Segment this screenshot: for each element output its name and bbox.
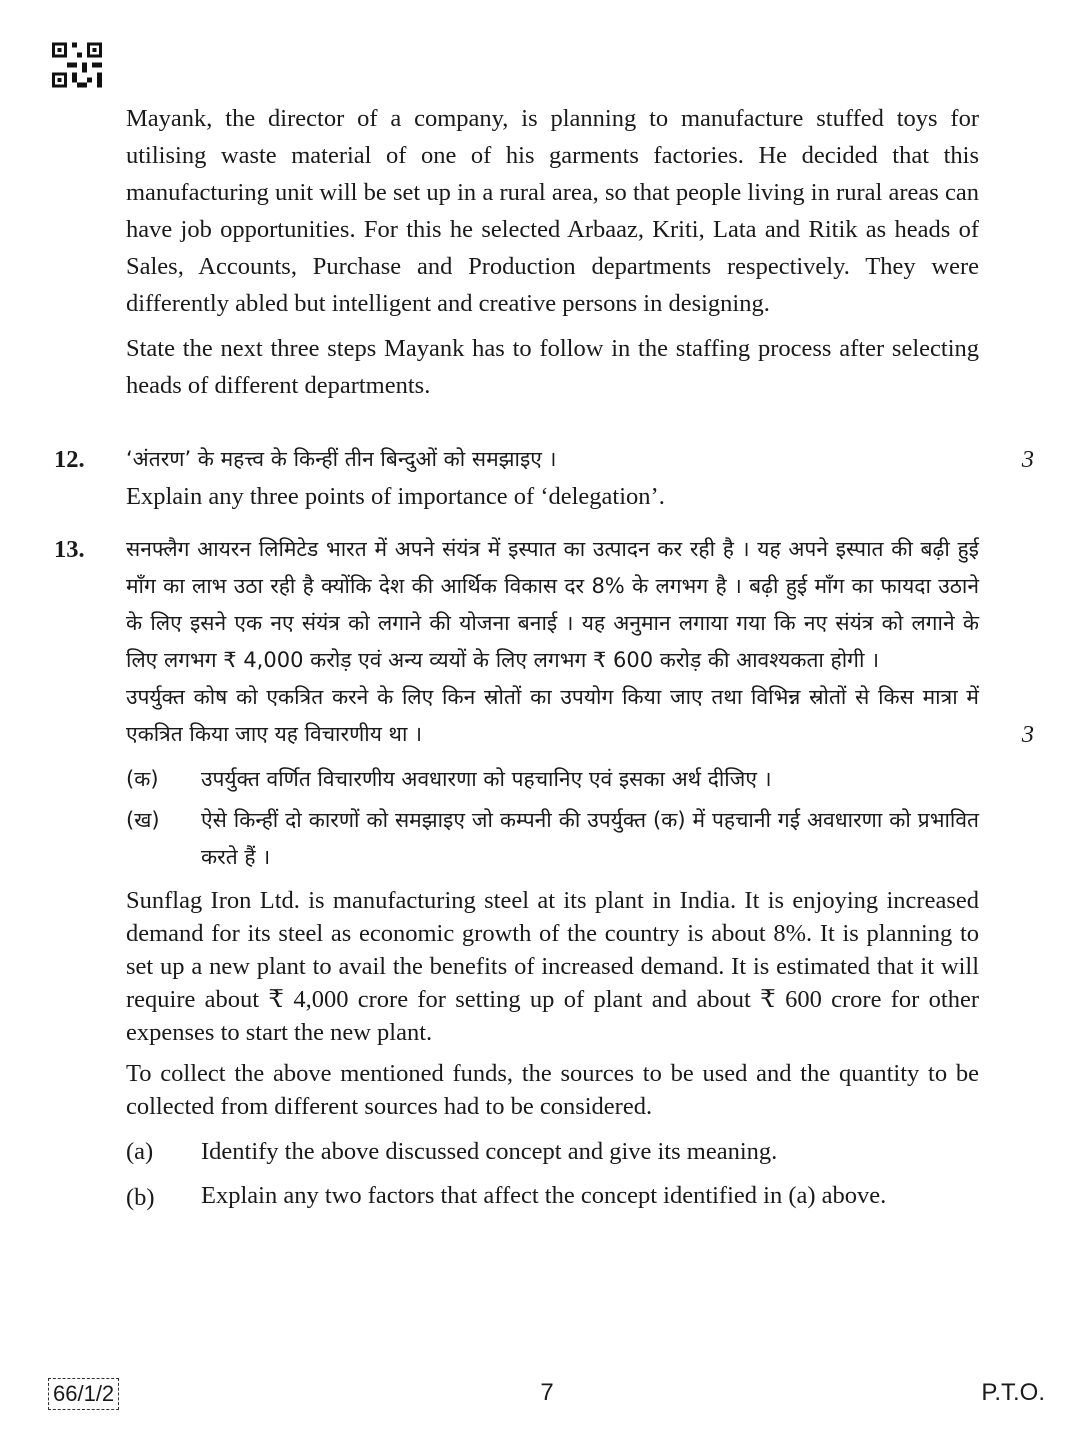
part-label: (a) <box>126 1138 154 1165</box>
question-content <box>54 100 1034 1212</box>
part-text: Identify the above discussed concept and give its meaning. <box>201 1138 778 1165</box>
question-13 <box>54 531 1034 1212</box>
part-label: (क) <box>126 767 159 791</box>
q13-hindi-part-b <box>126 802 979 876</box>
q11-case-paragraph: Mayank, the director of a company, is planning to manufacture stuffed toys for utilising waste material of one of his garments factories. He decided that this manufacturing unit will be set up in a rural area, so that people living in rural areas can have job opportunities. For this he selected Arbaaz, Kriti, Lata and Ritik as heads of Sales, Accounts, Purchase and Production departments respectively. They were differently abled but intelligent and creative persons in designing. <box>126 105 979 317</box>
part-label: (b) <box>126 1184 155 1211</box>
marks-label: 3 <box>1021 721 1034 748</box>
question-12 <box>54 441 1034 515</box>
part-text: ऐसे किन्हीं दो कारणों को समझाइए जो कम्पनी की उपर्युक्त (क) में पहचानी गई अवधारणा को प्रभावित करते हैं । <box>201 808 979 869</box>
q13-english-case: Sunflag Iron Ltd. is manufacturing steel at its plant in India. It is enjoying increased demand for its steel as economic growth of the country is about 8%. It is planning to set up a new plant to avail the benefits of increased demand. It is estimated that it will require about ₹ 4,000 crore for setting up of plant and about ₹ 600 crore for other expenses to start the new plant. <box>126 887 979 1046</box>
qr-code-icon <box>52 42 102 88</box>
please-turn-over-label: P.T.O. <box>981 1379 1045 1406</box>
marks-label: 3 <box>1021 446 1034 473</box>
q11-question-text: State the next three steps Mayank has to follow in the staffing process after selecting heads of different departments. <box>126 335 979 399</box>
page-number: 7 <box>540 1379 554 1406</box>
q13-english-part-a <box>126 1133 979 1170</box>
q13-english-question: To collect the above mentioned funds, the sources to be used and the quantity to be collected from different sources had to be considered. <box>126 1060 979 1120</box>
q13-hindi-part-a <box>126 761 979 798</box>
q13-hindi-case: सनफ्लैग आयरन लिमिटेड भारत में अपने संयंत्र में इस्पात का उत्पादन कर रही है । यह अपने इस्पात की बढ़ी हुई माँग का लाभ उठा रही है क्योंकि देश की आर्थिक विकास दर 8% के लगभग है । बढ़ी हुई माँग का फायदा उठाने के लिए इसने एक नए संयंत्र को लगाने की योजना बनाई । यह अनुमान लगाया गया कि नए संयंत्र को लगाने के लिए लगभग ₹ 4,000 करोड़ एवं अन्य व्ययों के लिए लगभग ₹ 600 करोड़ की आवश्यकता होगी । <box>126 537 979 672</box>
part-text: उपर्युक्त वर्णित विचारणीय अवधारणा को पहचानिए एवं इसका अर्थ दीजिए । <box>201 767 772 791</box>
part-label: (ख) <box>126 808 160 832</box>
q13-english-part-b <box>126 1179 979 1212</box>
question-11-continued <box>54 100 1034 404</box>
q12-hindi-text: ‘अंतरण’ के महत्त्व के किन्हीं तीन बिन्दुओं को समझाइए । <box>126 447 557 471</box>
q12-english-text: Explain any three points of importance of ‘delegation’. <box>126 483 665 510</box>
q13-hindi-question: उपर्युक्त कोष को एकत्रित करने के लिए किन स्रोतों का उपयोग किया जाए तथा विभिन्न स्रोतों से किस मात्रा में एकत्रित किया जाए यह विचारणीय था । <box>126 685 979 746</box>
part-text: Explain any two factors that affect the concept identified in (a) above. <box>201 1182 887 1209</box>
question-number: 13. <box>54 536 85 563</box>
paper-code: 66/1/2 <box>48 1378 119 1410</box>
question-number: 12. <box>54 446 85 473</box>
